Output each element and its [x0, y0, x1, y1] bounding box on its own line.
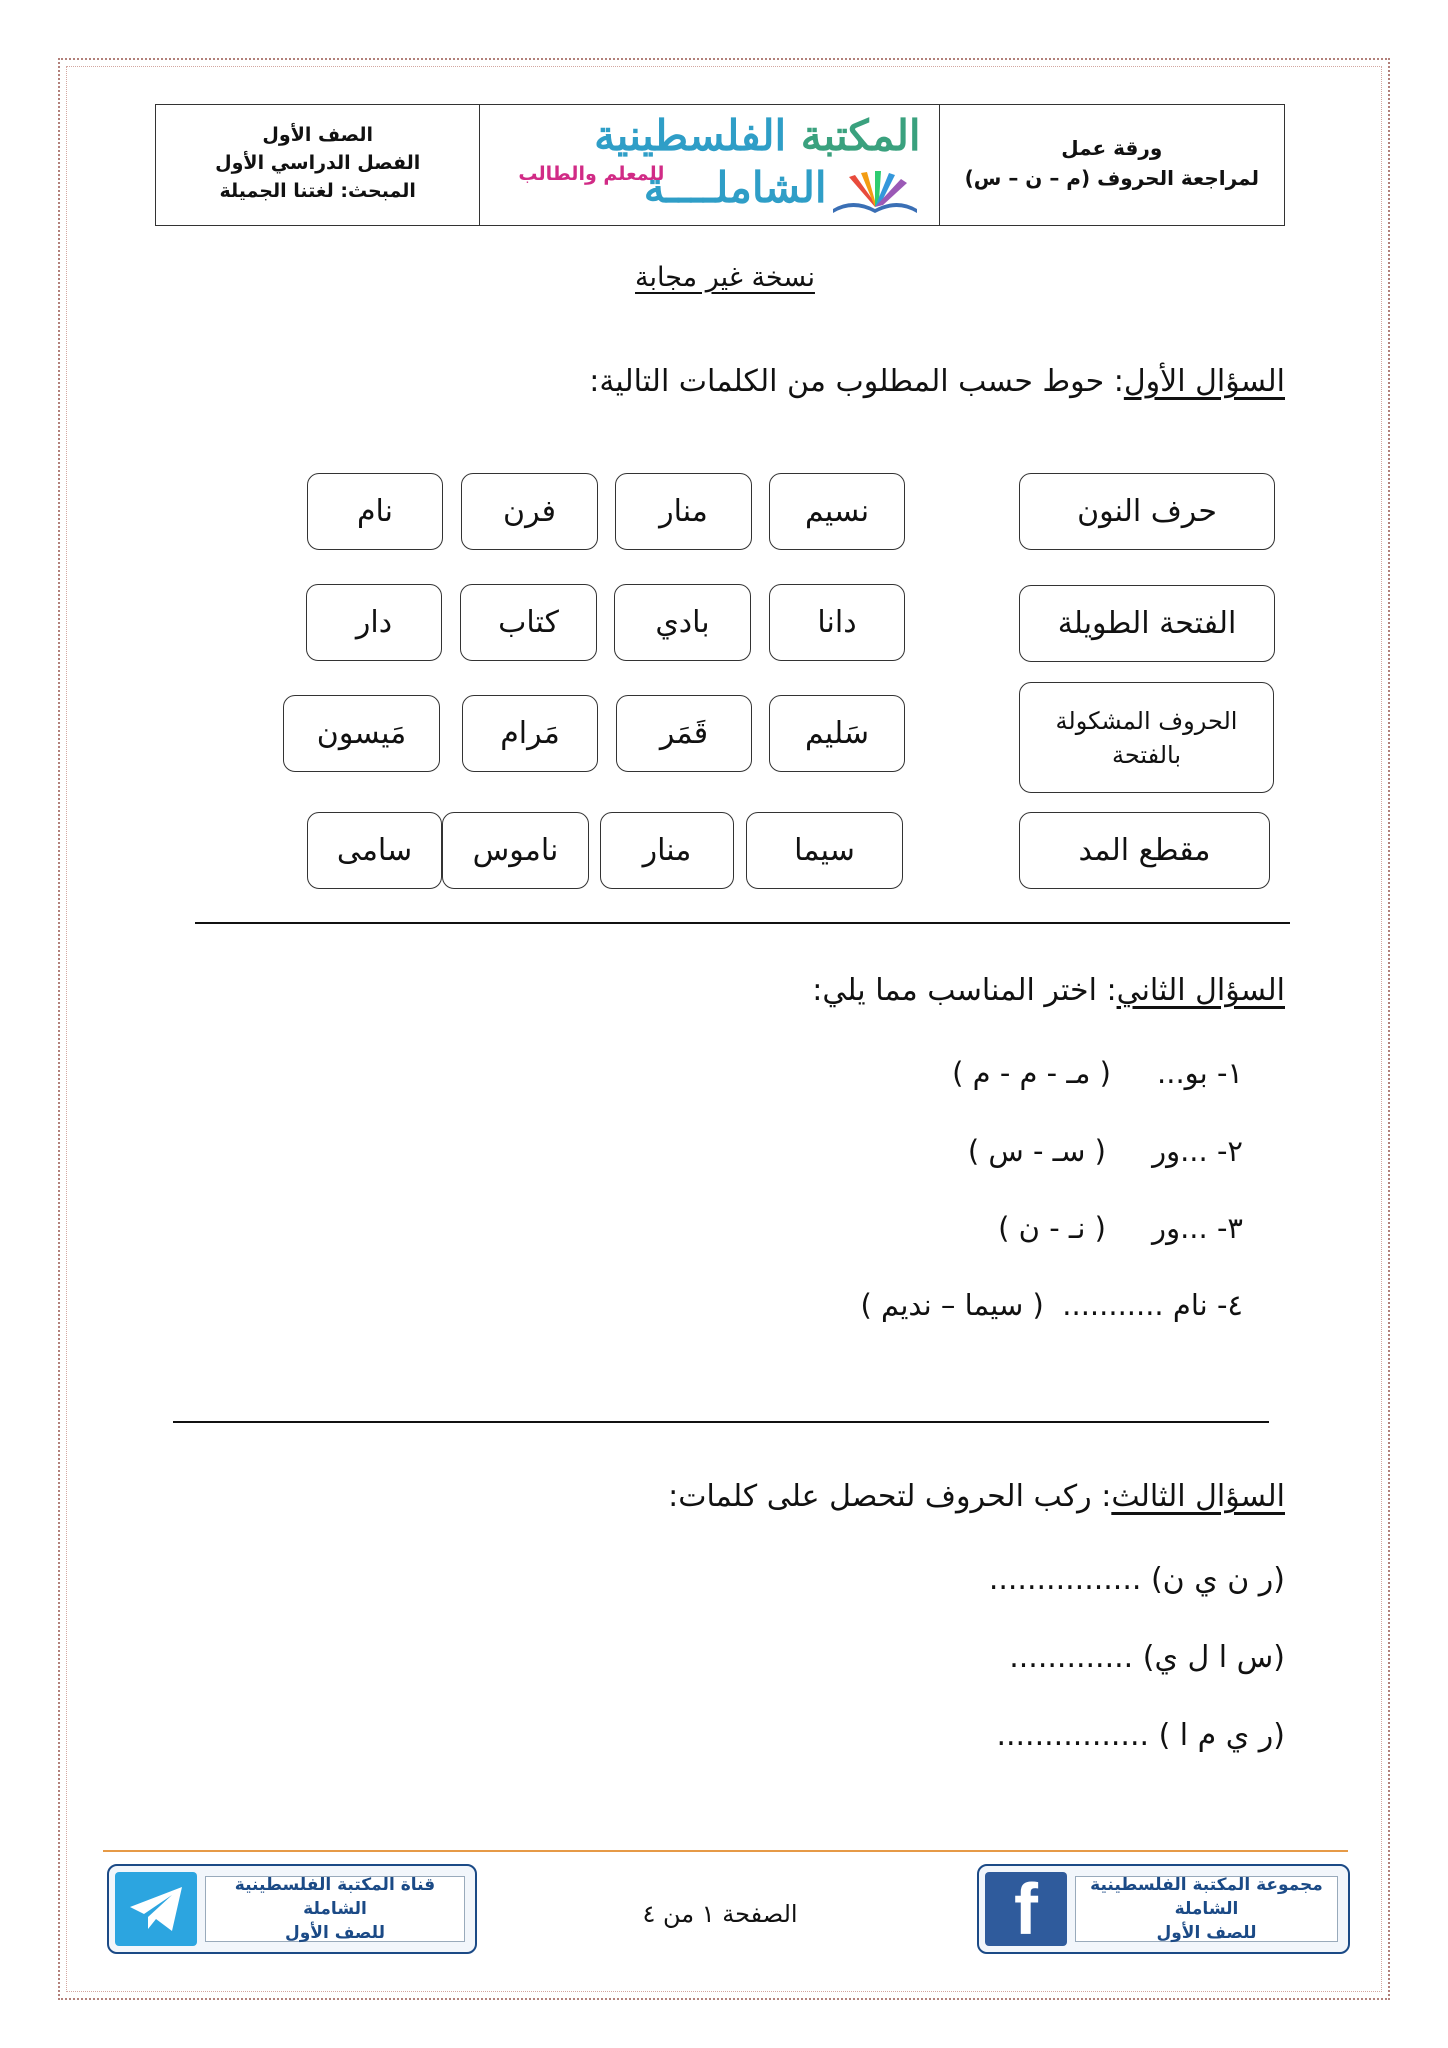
telegram-channel-badge[interactable] — [107, 1864, 477, 1954]
q1-word[interactable]: منار — [600, 812, 734, 889]
q1-row3-label: الحروف المشكولة بالفتحة — [1019, 682, 1274, 793]
subject-label: المبحث: لغتنا الجميلة — [219, 180, 416, 202]
q1-word[interactable]: ناموس — [442, 812, 589, 889]
question-2-title: السؤال الثاني — [1116, 973, 1285, 1008]
grade-label: الصف الأول — [262, 124, 373, 146]
telegram-icon — [115, 1872, 197, 1946]
term-label: الفصل الدراسي الأول — [215, 152, 421, 174]
q1-word[interactable]: سَليم — [769, 695, 905, 772]
worksheet-title: ورقة عمل — [1061, 136, 1163, 160]
q3-item: (ر ي م ا ) ................ — [996, 1718, 1285, 1753]
facebook-icon: f — [985, 1872, 1067, 1946]
q1-word[interactable]: فرن — [461, 473, 598, 550]
header-worksheet-title — [940, 105, 1284, 225]
q1-word[interactable]: دار — [306, 584, 442, 661]
question-2-instruction: : اختر المناسب مما يلي: — [812, 973, 1117, 1008]
question-3-heading — [668, 1479, 1285, 1514]
question-1-instruction: : حوط حسب المطلوب من الكلمات التالية: — [589, 364, 1124, 399]
facebook-group-text: مجموعة المكتبة الفلسطينية الشاملة للصف الأول — [1075, 1876, 1338, 1942]
worksheet-topic: لمراجعة الحروف (م – ن – س) — [964, 166, 1259, 190]
header-logo — [480, 105, 939, 225]
page-border-inner — [66, 66, 1382, 1992]
question-3-title: السؤال الثالث — [1111, 1479, 1285, 1514]
q3-item: (س ا ل ي) ............. — [1009, 1640, 1285, 1675]
q2-item: ١- بو... ( مـ - م - م ) — [952, 1056, 1243, 1090]
q1-row1-label: حرف النون — [1019, 473, 1275, 550]
q1-word[interactable]: سيما — [746, 812, 903, 889]
version-label: نسخة غير مجابة — [635, 262, 815, 293]
q3-item: (ر ن ي ن) ................ — [988, 1562, 1285, 1597]
question-1-title: السؤال الأول — [1123, 364, 1285, 399]
q2-item: ٣- ...ور ( نـ - ن ) — [998, 1211, 1243, 1245]
logo-title: المكتبة الفلسطينية — [594, 111, 921, 160]
q1-word[interactable]: نام — [307, 473, 443, 550]
q1-word[interactable]: بادي — [614, 584, 751, 661]
q1-word[interactable]: مَرام — [462, 695, 598, 772]
open-book-icon — [829, 171, 921, 215]
header-table — [155, 104, 1285, 226]
page-number: الصفحة ١ من ٤ — [642, 1900, 798, 1928]
q1-word[interactable]: دانا — [769, 584, 905, 661]
q1-word[interactable]: منار — [615, 473, 752, 550]
question-1-heading — [589, 364, 1285, 399]
q1-row4-label: مقطع المد — [1019, 812, 1270, 889]
q1-word[interactable]: كتاب — [460, 584, 597, 661]
question-2-heading — [812, 973, 1285, 1008]
section-divider — [173, 1421, 1269, 1423]
q2-item: ٢- ...ور ( سـ - س ) — [967, 1134, 1243, 1168]
q1-word[interactable]: قَمَر — [616, 695, 752, 772]
logo-subtitle: الشاملــــة — [643, 163, 827, 212]
q1-word[interactable]: سامى — [307, 812, 442, 889]
facebook-group-badge[interactable] — [977, 1864, 1350, 1954]
header-class-info — [156, 105, 480, 225]
logo-tagline: للمعلم والطالب — [518, 163, 665, 185]
q2-item: ٤- نام ........... ( سيما – نديم ) — [860, 1288, 1243, 1322]
question-3-instruction: : ركب الحروف لتحصل على كلمات: — [668, 1479, 1112, 1514]
telegram-channel-text: قناة المكتبة الفلسطينية الشاملة للصف الأول — [205, 1876, 465, 1942]
q1-row2-label: الفتحة الطويلة — [1019, 585, 1275, 662]
section-divider — [195, 922, 1290, 924]
q1-word[interactable]: نسيم — [769, 473, 905, 550]
footer-divider — [103, 1850, 1348, 1852]
q1-word[interactable]: مَيسون — [283, 695, 440, 772]
